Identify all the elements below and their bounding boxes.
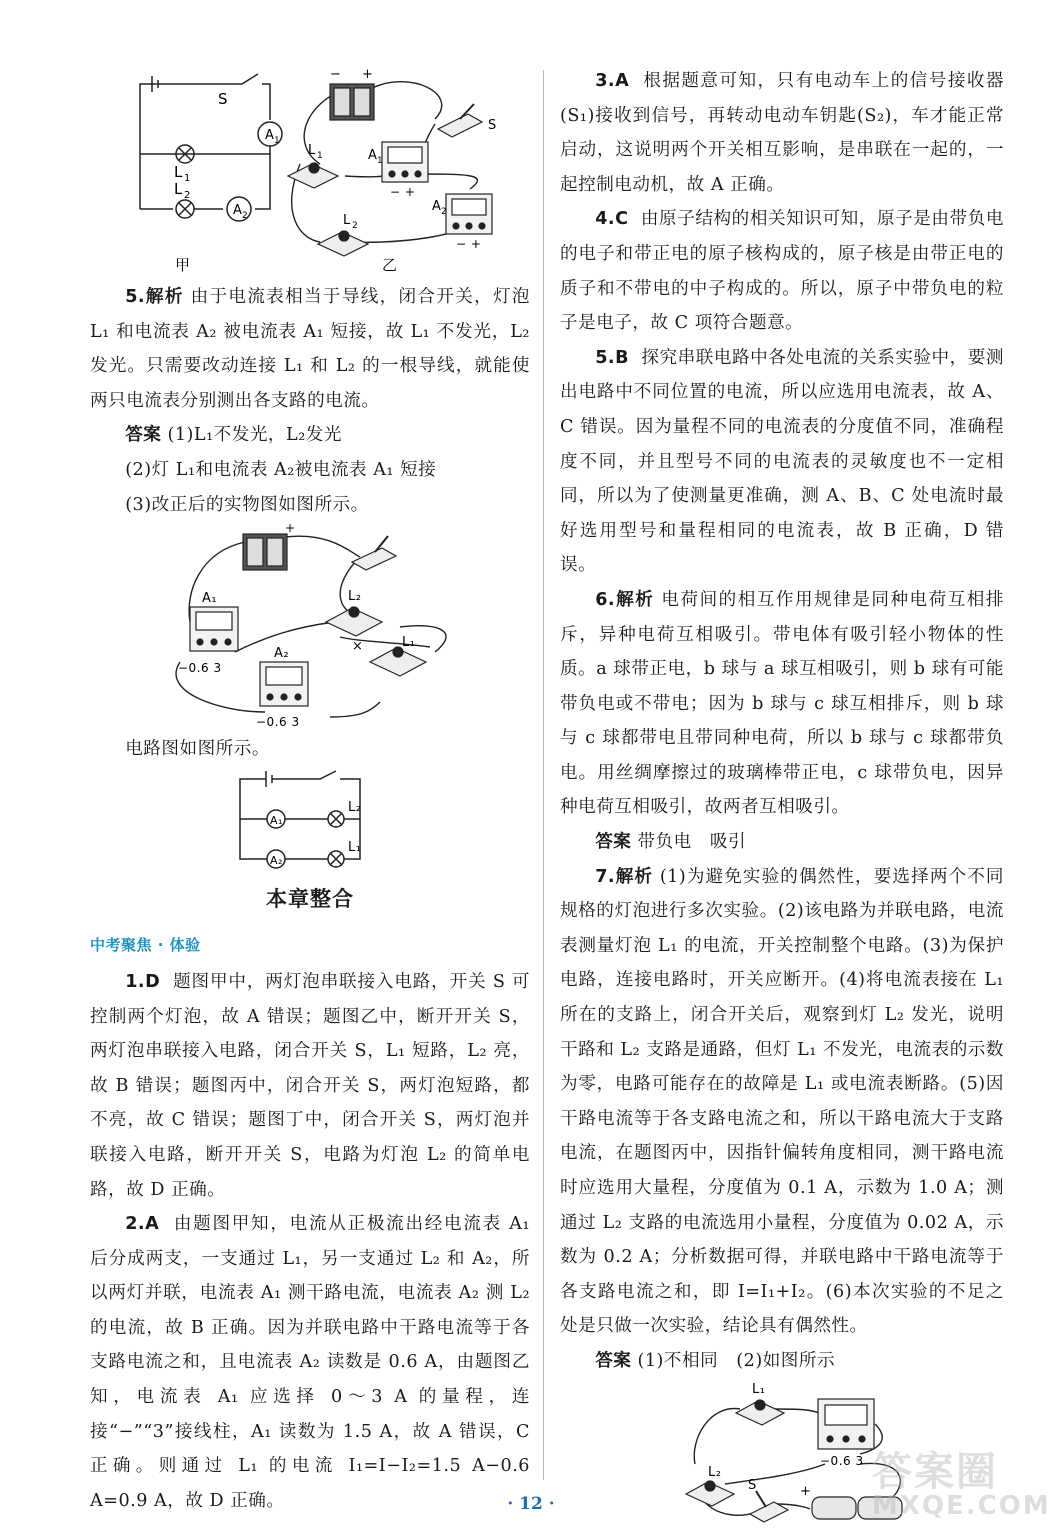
label-L1-jia: L [174, 163, 183, 181]
label-A2-sub-yi: 2 [441, 207, 448, 217]
figure-schematic [90, 767, 530, 872]
label-L2-sub-yi: 2 [352, 221, 359, 231]
schematic-A1: A₁ [270, 813, 283, 827]
corrected-diagram-svg [90, 522, 530, 732]
caption-yi: 乙 [382, 256, 398, 274]
watermark-logo [872, 1440, 1052, 1528]
answer-label: 答案 [125, 425, 162, 446]
q2-analysis [90, 1207, 530, 1518]
q1-answer: D [145, 971, 161, 992]
q7-lamp-L1 [736, 1400, 784, 1425]
q5-answer-2: (2)灯 L₁和电流表 A₂被电流表 A₁ 短接 [125, 459, 437, 480]
q2-number: 2. [125, 1214, 146, 1235]
ammeter-A1-yi [382, 142, 428, 182]
q6-text: 电荷间的相互作用规律是同种电荷互相排斥，异种电荷互相吸引。带电体有吸引轻小物体的性质。a 球带正电，b 球与 a 球互相吸引，则 b 球有可能带负电或不带电；因为 b 球与 c 球互相排斥，则 b 球与 c 球都带电且带同种电荷，所以 b 球与 c 球都带负电。用丝绸摩擦过的玻璃棒带正电，c 球带负电，因异种电荷互相吸引，故两者互相吸引。 [560, 589, 1004, 818]
q7-number: 7. [595, 866, 616, 887]
corrected-label-L1: L₁ [402, 635, 416, 651]
q5-answer-3: (3)改正后的实物图如图所示。 [125, 494, 369, 515]
page-number: · 12 · [507, 1494, 555, 1514]
q2-text: 由题图甲知，电流从正极流出经电流表 A₁ 后分成两支，一支通过 L₁，另一支通过 L₂ 和 A₂，所以两灯并联，电流表 A₁ 测干路电流，电流表 A₂ 测 L₂ 的电流，故 B 正确。因为并联电路中干路电流等于各支路电流之和，且电流表 A₂ 读数是 0.6 A，由题图乙知，电流表 A₁ 应选择 0～3 A 的量程，连接“−”“3”接线柱，A₁ 读数为 1.5 A，故 A 错误，C 正确。则通过 L₁ 的电流 I₁=I−I₂=1.5 A−0.6 A=0.9 A，故 D 正确。 [90, 1214, 531, 1511]
q6-answer-label: 答案 [595, 832, 632, 853]
label-A1-terminals: − + [390, 185, 416, 199]
q4-answer: C [615, 209, 629, 230]
circuit-jia-yi-svg [90, 64, 530, 274]
q7-scale: −0.6 3 [820, 1453, 864, 1468]
q5-answer-1 [90, 418, 530, 453]
q5-number: 5. [125, 287, 146, 307]
label-A1-sub-yi: 1 [377, 156, 384, 166]
q5r-number: 5. [595, 347, 616, 368]
q4-number: 4. [595, 209, 616, 230]
q2-answer: A [145, 1214, 160, 1235]
caption-jia: 甲 [175, 256, 191, 274]
corrected-lamp-L1 [370, 647, 426, 676]
label-A2-terminals: − + [456, 237, 482, 251]
q5r-analysis [560, 341, 1004, 583]
section-title: 本章整合 [266, 886, 354, 911]
schematic-L2: L₂ [348, 799, 362, 815]
watermark-top: 答案圈 [872, 1449, 998, 1495]
label-L1-yi: L [308, 143, 316, 158]
right-column [560, 64, 1004, 1529]
schematic-A2: A₂ [270, 853, 283, 867]
label-L2-sub-jia: 2 [184, 190, 191, 201]
corrected-ammeter-A1 [190, 607, 238, 651]
q5-head: 解析 [145, 287, 184, 307]
lamp-L1-yi [288, 163, 338, 188]
q7-ammeter [818, 1399, 874, 1449]
corrected-battery-plus: + [285, 522, 296, 536]
corrected-battery [243, 534, 287, 570]
zk-heading: 中考聚焦 · 体验 [90, 936, 201, 955]
corrected-lamp-L2 [326, 607, 382, 636]
label-S-jia: S [218, 90, 229, 108]
q6-answer [560, 825, 1004, 860]
q3-text: 根据题意可知，只有电动车上的信号接收器(S₁)接收到信号，再转动电动车钥匙(S₂)，车才能正常启动，这说明两个开关相互影响，是串联在一起的，一起控制电动机，故 A 正确。 [560, 71, 1004, 195]
label-A2-sub-jia: 2 [242, 211, 249, 221]
q6-number: 6. [595, 589, 616, 610]
schematic-svg [90, 767, 530, 872]
label-battery-plus: + [362, 67, 374, 82]
q7-text: (1)为避免实验的偶然性，要选择两个不同规格的灯泡进行多次实验。(2)该电路为并联电路，电流表测量灯泡 L₁ 的电流，开关控制整个电路。(3)为保护电路，连接电路时，开关应断开。(4)将电流表接在 L₁ 所在的支路上，闭合开关后，观察到灯 L₂ 发光，说明干路和 L₂ 支路是通路，但灯 L₁ 不发光，电流表的示数为零，电路可能存在的故障是 L₁ 或电流表断路。(5)因干路电流等于各支路电流之和，所以干路电流大于支路电流，在题图丙中，因指针偏转角度相同，测干路电流时应选用大量程，分度值为 0.1 A，示数为 1.0 A；测通过 L₂ 支路的电流选用小量程，分度值为 0.02 A，示数为 0.2 A；分析数据可得，并联电路中干路电流等于各支路电流之和，即 I=I₁+I₂。(6)本次实验的不足之处是只做一次实验，结论具有偶然性。 [560, 866, 1004, 1337]
q5-text: 由于电流表相当于导线，闭合开关，灯泡 L₁ 和电流表 A₂ 被电流表 A₁ 短接，故 L₁ 不发光，L₂ 发光。只需要改动连接 L₁ 和 L₂ 的一根导线，就能使两只电流表分别测出各支路的电流。 [90, 287, 530, 411]
figure-corrected [90, 522, 530, 732]
q4-text: 由原子结构的相关知识可知，原子是由带负电的电子和带正电的原子核构成的，原子核是由带正电的质子和不带电的中子构成的。所以，原子中带负电的粒子是电子，故 C 项符合题意。 [560, 209, 1004, 334]
label-L2-jia: L [174, 180, 183, 198]
label-battery-minus: − [330, 67, 342, 82]
schematic-wires [240, 771, 360, 868]
label-A2-jia: A [233, 203, 243, 218]
label-A1-jia: A [265, 128, 275, 143]
q5r-answer: B [615, 347, 630, 368]
q7-label-L2: L₂ [708, 1464, 722, 1480]
corrected-scale-A2: −0.6 3 [256, 715, 300, 730]
corrected-label-A2: A₂ [274, 646, 290, 662]
left-column [90, 64, 530, 1518]
label-L1-sub-yi: 1 [317, 151, 324, 161]
q7-label-S: S [748, 1477, 757, 1493]
q3-number: 3. [595, 71, 616, 91]
circuit-jia [140, 74, 282, 221]
corrected-ammeter-A2 [260, 662, 308, 706]
q3-answer: A [615, 71, 630, 91]
q7-answer-label: 答案 [595, 1350, 632, 1371]
ammeter-A2-yi [446, 194, 492, 234]
corrected-cross: × [352, 639, 364, 655]
q1-analysis [90, 965, 530, 1207]
q6-head: 解析 [615, 589, 655, 610]
q7-analysis [560, 860, 1004, 1344]
corrected-label-L2: L₂ [348, 589, 362, 605]
lamp-L2-yi [318, 231, 368, 256]
q7-head: 解析 [615, 866, 654, 887]
q7-answer [560, 1344, 1004, 1379]
q7-answer-text: (1)不相同 (2)如图所示 [637, 1350, 836, 1371]
column-divider [543, 70, 544, 1480]
q1-text: 题图甲中，两灯泡串联接入电路，开关 S 可控制两个灯泡，故 A 错误；题图乙中，断开开关 S，两灯泡串联接入电路，闭合开关 S，L₁ 短路，L₂ 亮，故 B 错误；题图丙中，闭合开关 S，两灯泡短路，都不亮，故 C 错误；题图丁中，闭合开关 S，两灯泡并联接入电路，断开开关 S，电路为灯泡 L₂ 的简单电路，故 D 正确。 [90, 971, 530, 1200]
battery-yi [330, 84, 374, 120]
q7-label-L1: L₁ [752, 1381, 766, 1397]
q4-analysis [560, 202, 1004, 340]
switch-yi [438, 104, 482, 137]
q7-label-plus: + [800, 1483, 812, 1499]
label-A2-yi: A [432, 199, 442, 214]
label-L2-yi: L [343, 213, 351, 228]
label-S-yi: S [488, 118, 497, 133]
q5-analysis [90, 280, 530, 418]
q1-number: 1. [125, 971, 146, 992]
corrected-scale-A1: −0.6 3 [178, 661, 222, 676]
schematic-L1: L₁ [348, 839, 362, 855]
corrected-switch [352, 536, 396, 570]
q6-analysis [560, 583, 1004, 825]
figure-jia-yi [90, 64, 530, 274]
q3-analysis [560, 64, 1004, 202]
watermark-bottom: MXQE.COM [872, 1491, 1051, 1521]
q5r-text: 探究串联电路中各处电流的关系实验中，要测出电路中不同位置的电流，所以应选用电流表，故 A、C 错误。因为量程不同的电流表的分度值不同，准确程度不同，并且型号不同的电流表的灵敏度也不一定相同，所以为了使测量更准确，测 A、B、C 处电流时最好选用型号和量程相同的电流表，故 B 正确，D 错误。 [560, 347, 1004, 576]
label-L1-sub-jia: 1 [184, 173, 191, 184]
corrected-label-A1: A₁ [202, 591, 218, 607]
answer-1-text: (1)L₁不发光，L₂发光 [167, 425, 342, 446]
q6-answer-text: 带负电 吸引 [637, 832, 747, 853]
label-A1-sub-jia: 1 [274, 136, 281, 146]
label-A1-yi: A [368, 148, 378, 163]
circuit-caption: 电路图如图所示。 [125, 739, 270, 760]
